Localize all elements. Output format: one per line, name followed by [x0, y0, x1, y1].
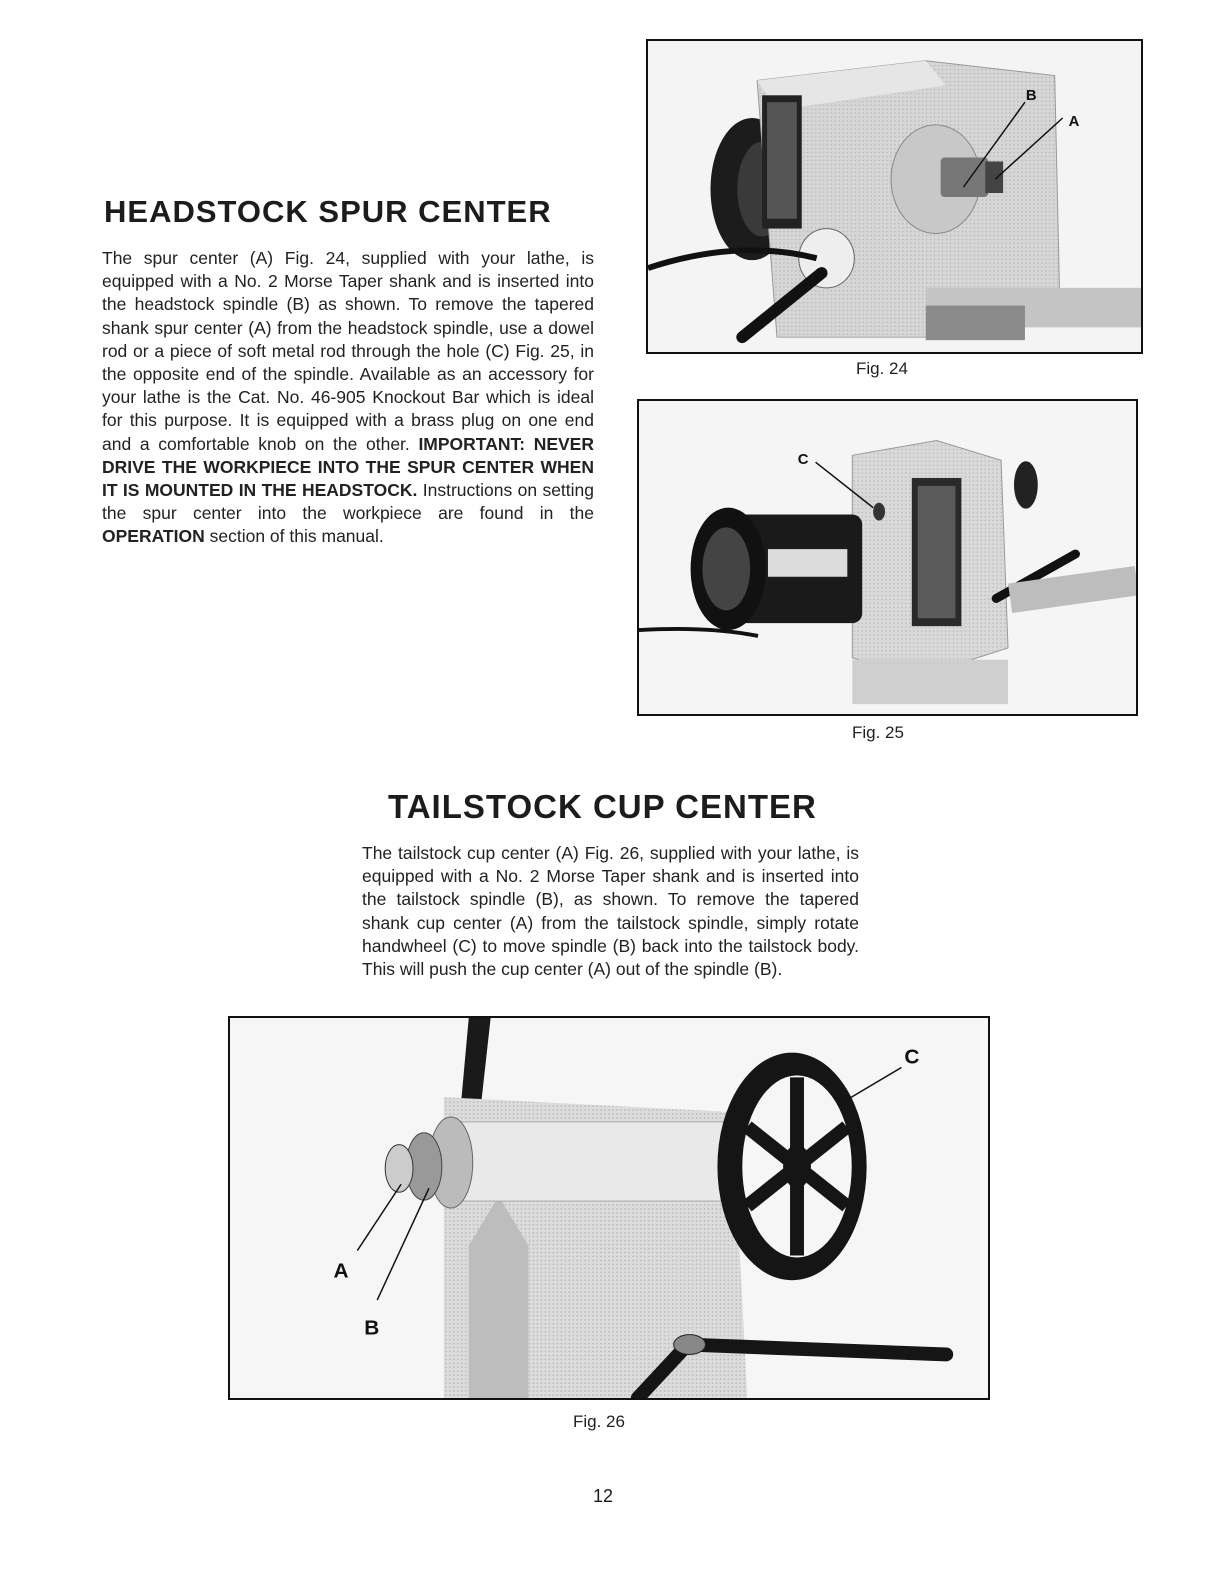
fig-26-callout-b: B: [364, 1316, 380, 1340]
headstock-warning: IMPORTANT: NEVER DRIVE THE WORKPIECE INTO THE SPUR CENTER WHEN IT IS MOUNTED IN THE HEADSTOCK.: [102, 433, 594, 501]
fig-26-caption: Fig. 26: [573, 1412, 625, 1431]
headstock-body-intro: The spur center (A) Fig. 24, supplied with your lathe, is equipped with a No. 2 Morse Taper shank and is inserted into the headstock spindle (B) as shown. To remove the tapered shank spur center (A) from the headstock spindle, use a dowel rod or a piece of soft metal rod through the hole (C) Fig. 25, in the opposite end of the spindle. Available as an accessory for your lathe is the Cat. No. 46-905 Knockout Bar which is ideal for this purpose. It is equipped with a brass plug on one end and a comfortable knob on the other.: [102, 248, 594, 454]
fig-25-photo: [637, 399, 1138, 716]
fig-26-callout-a: A: [333, 1259, 349, 1283]
headstock-body-end: section of this manual.: [209, 526, 384, 547]
fig-24-caption: Fig. 24: [856, 359, 908, 378]
fig-24-callout-a: A: [1068, 113, 1080, 130]
headstock-body: [102, 247, 594, 549]
page-number: 12: [593, 1486, 614, 1506]
fig-26-photo: [228, 1016, 990, 1400]
tailstock-heading: TAILSTOCK CUP CENTER: [388, 788, 817, 825]
headstock-heading: HEADSTOCK SPUR CENTER: [104, 194, 552, 229]
tailstock-body: The tailstock cup center (A) Fig. 26, supplied with your lathe, is equipped with a No. 2 Morse Taper shank and is inserted into the tailstock spindle (B), as shown. To remove the tapered shank cup center (A) from the tailstock spindle, simply rotate handwheel (C) to move spindle (B) back into the tailstock body. This will push the cup center (A) out of the spindle (B).: [362, 843, 859, 980]
operation-section-ref: OPERATION: [102, 526, 205, 547]
headstock-body-mid: Instructions on setting the spur center into the workpiece are found in the: [102, 480, 595, 524]
fig-25-callout-c: C: [797, 452, 809, 469]
fig-26-callout-c: C: [904, 1045, 920, 1069]
fig-24-photo: [646, 39, 1143, 354]
fig-25-caption: Fig. 25: [852, 723, 904, 742]
fig-24-callout-b: B: [1025, 88, 1037, 105]
